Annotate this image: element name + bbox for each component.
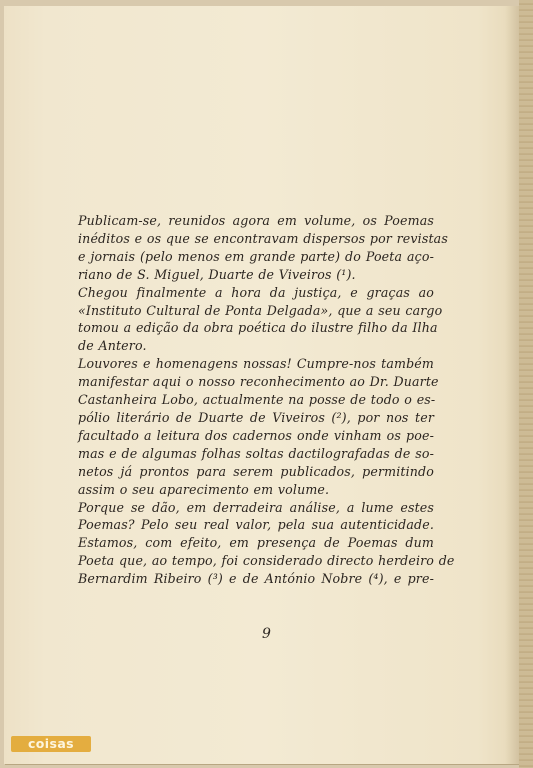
page-number: 9	[262, 626, 271, 642]
text-line: tomou a edição da obra poética do ilustre filho da Ilha	[78, 320, 438, 336]
text-line: Publicam-se, reunidos agora em volume, os Poemas	[78, 213, 434, 228]
text-line: «Instituto Cultural de Ponta Delgada», que a seu cargo	[78, 302, 443, 318]
text-line: pólio literário de Duarte de Viveiros (²), por nos ter	[78, 409, 434, 425]
text-line: manifestar aqui o nosso reconhecimento ao Dr. Duarte	[78, 374, 439, 390]
text-line: de Antero.	[78, 338, 147, 354]
text-line: mas e de algumas folhas soltas dactilografadas de so-	[78, 445, 434, 461]
text-line: netos já prontos para serem publicados, permitindo	[78, 463, 434, 479]
text-line: Poemas? Pelo seu real valor, pela sua autenticidade.	[78, 517, 434, 533]
text-line: Poeta que, ao tempo, foi considerado directo herdeiro de	[78, 553, 455, 569]
text-line: Chegou finalmente a hora da justiça, e graças ao	[78, 284, 434, 300]
text-line: Porque se dão, em derradeira análise, a lume estes	[78, 499, 434, 515]
text-line: e jornais (pelo menos em grande parte) do Poeta aço-	[78, 248, 434, 264]
body-text	[78, 212, 455, 588]
text-line: Bernardim Ribeiro (³) e de António Nobre (⁴), e pre-	[78, 571, 434, 587]
text-line: facultado a leitura dos cadernos onde vinham os poe-	[78, 427, 434, 443]
text-line: Castanheira Lobo, actualmente na posse de todo o es-	[78, 392, 436, 408]
text-line: Estamos, com efeito, em presença de Poemas dum	[78, 535, 434, 551]
text-line: riano de S. Miguel, Duarte de Viveiros (¹).	[78, 266, 356, 282]
page-stack-edge	[519, 0, 533, 768]
text-line: assim o seu aparecimento em volume.	[78, 481, 330, 497]
text-line: Louvores e homenagens nossas! Cumpre-nos também	[78, 356, 434, 372]
watermark-logo: coisas	[11, 736, 91, 752]
text-line: inéditos e os que se encontravam dispersos por revistas	[78, 230, 448, 246]
